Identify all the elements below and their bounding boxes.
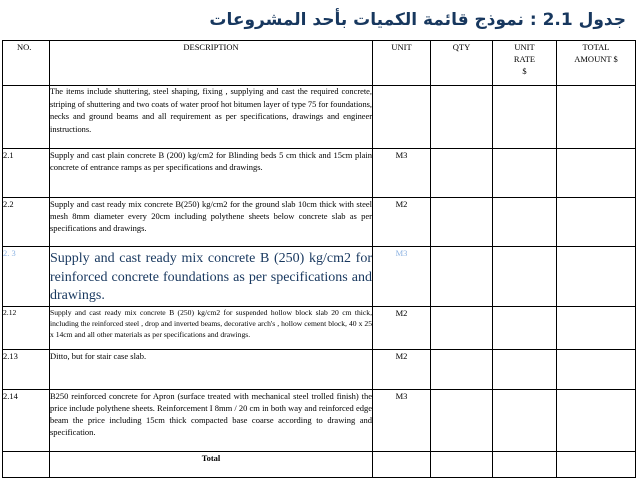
row-unit: M2 (373, 349, 431, 389)
row-unit: M3 (373, 149, 431, 198)
page-title: جدول 2.1 : نموذج قائمة الكميات بأحد المشروعات (209, 10, 626, 30)
total-qty (431, 451, 493, 477)
total-row-no (3, 451, 50, 477)
row-qty (431, 349, 493, 389)
row-rate (493, 86, 557, 149)
row-no: 2. 3 (3, 247, 50, 307)
total-label: Total (50, 451, 373, 477)
header-unit-rate-line2: RATE (513, 54, 536, 64)
row-rate (493, 198, 557, 247)
row-description: B250 reinforced concrete for Apron (surface treated with mechanical steel trolled finish) the price include polythene sheets. Reinforcement I 8mm / 20 cm in both way and reinforced edge beam the price including 15cm thick compacted base coarse according to drawing and specification. (50, 389, 373, 451)
row-amount (557, 86, 636, 149)
row-qty (431, 198, 493, 247)
header-qty: QTY (431, 41, 493, 86)
row-amount (557, 389, 636, 451)
row-amount (557, 149, 636, 198)
table-row (3, 349, 636, 389)
row-qty (431, 389, 493, 451)
row-unit: M3 (373, 247, 431, 307)
row-unit: M3 (373, 389, 431, 451)
total-unit (373, 451, 431, 477)
row-rate (493, 149, 557, 198)
header-description: DESCRIPTION (50, 41, 373, 86)
table-row (3, 306, 636, 349)
row-amount (557, 306, 636, 349)
row-description: Supply and cast plain concrete B (200) kg/cm2 for Blinding beds 5 cm thick and 15cm plain concrete of entrance ramps as per specifications and drawings. (50, 149, 373, 198)
row-unit: M2 (373, 198, 431, 247)
header-unit-rate-line3: $ (522, 66, 527, 76)
row-description: Supply and cast ready mix concrete B(250) kg/cm2 for the ground slab 10cm thick with steel mesh 8mm diameter every 20cm including polythene sheets below concrete slab as per specifications and drawings. (50, 198, 373, 247)
row-description: Ditto, but for stair case slab. (50, 349, 373, 389)
header-total-amount (557, 41, 636, 86)
header-unit: UNIT (373, 41, 431, 86)
header-unit-rate-line1: UNIT (514, 42, 535, 52)
row-description: Supply and cast ready mix concrete B (250) kg/cm2 for reinforced concrete foundations as per specifications and drawings. (50, 247, 373, 307)
table-row (3, 86, 636, 149)
bill-of-quantities-table (2, 40, 636, 478)
row-no (3, 86, 50, 149)
row-description: The items include shuttering, steel shaping, fixing , supplying and cast the required concrete, striping of shuttering and two coats of water proof hot bitumen layer of type 75 for foundations, necks and ground beams and all requirement as per specifications, drawings and engineer instructions. (50, 86, 373, 149)
header-total-line1: TOTAL (582, 42, 610, 52)
row-rate (493, 349, 557, 389)
total-rate (493, 451, 557, 477)
row-rate (493, 389, 557, 451)
row-rate (493, 306, 557, 349)
row-no: 2.14 (3, 389, 50, 451)
row-qty (431, 247, 493, 307)
row-amount (557, 247, 636, 307)
row-no: 2.12 (3, 306, 50, 349)
row-unit (373, 86, 431, 149)
row-qty (431, 306, 493, 349)
row-qty (431, 86, 493, 149)
header-unit-rate (493, 41, 557, 86)
total-amount (557, 451, 636, 477)
row-no: 2.1 (3, 149, 50, 198)
row-unit: M2 (373, 306, 431, 349)
row-no: 2.13 (3, 349, 50, 389)
row-qty (431, 149, 493, 198)
table-row (3, 198, 636, 247)
row-amount (557, 349, 636, 389)
table-header-row (3, 41, 636, 86)
row-description: Supply and cast ready mix concrete B (250) kg/cm2 for suspended hollow block slab 20 cm thick, including the reinforced steel , drop and inverted beams, decorative arch's , hollow cement block, 40 x 25 x 14cm and all other materials as per specifications and drawings. (50, 306, 373, 349)
row-rate (493, 247, 557, 307)
table-row-highlighted (3, 247, 636, 307)
table-row (3, 149, 636, 198)
total-row (3, 451, 636, 477)
header-no: NO. (3, 41, 50, 86)
row-amount (557, 198, 636, 247)
row-no: 2.2 (3, 198, 50, 247)
header-total-line2: AMOUNT $ (574, 54, 618, 64)
table-row (3, 389, 636, 451)
